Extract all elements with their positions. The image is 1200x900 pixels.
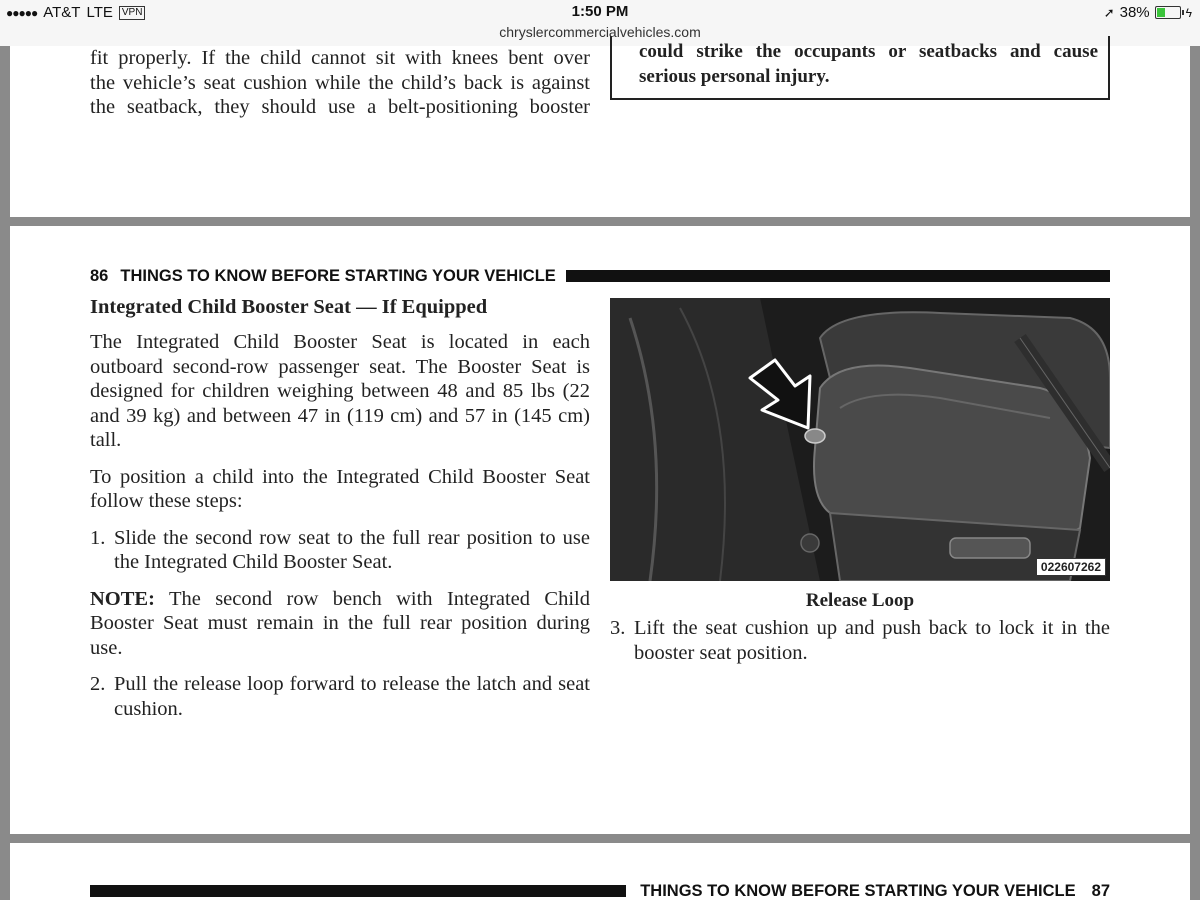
page-number: 87	[1091, 881, 1110, 900]
carrier-name: AT&T	[43, 4, 81, 21]
chapter-title: THINGS TO KNOW BEFORE STARTING YOUR VEHICLE	[640, 881, 1076, 900]
step-number: 1.	[90, 526, 106, 549]
warning-line: serious personal injury.	[639, 65, 830, 87]
step-text: Pull the release loop forward to release the latch and seat cushion.	[114, 673, 590, 720]
section-heading: Integrated Child Booster Seat — If Equipped	[90, 296, 488, 318]
status-right	[1104, 4, 1192, 21]
battery-percent: 38%	[1119, 4, 1150, 21]
page-header	[90, 883, 1110, 899]
clock: 1:50 PM	[571, 3, 629, 20]
paragraph-line: the vehicle’s seat cushion while the child’s back is against	[90, 71, 590, 94]
paragraph-line: fit properly. If the child cannot sit with knees bent over	[90, 47, 590, 69]
header-rule	[566, 270, 1110, 282]
url-bar[interactable]: chryslercommercialvehicles.com	[499, 24, 701, 40]
network-type: LTE	[86, 4, 113, 21]
left-column	[90, 330, 590, 733]
page-86	[10, 226, 1190, 834]
battery-icon	[1155, 6, 1181, 19]
figure-code-label: 022607262	[1036, 558, 1106, 576]
continued-paragraph	[90, 46, 590, 120]
intro-paragraph: The Integrated Child Booster Seat is located in each outboard second-row passenger seat. The Booster Seat is designed for children weighing between 48 and 85 lbs (22 and 39 kg) and between 47 in (119 cm) and 57 in (145 cm) tall.	[90, 331, 590, 451]
chapter-title: THINGS TO KNOW BEFORE STARTING YOUR VEHICLE	[120, 266, 556, 285]
page-85-fragment	[10, 41, 1190, 217]
step-1	[90, 526, 590, 575]
warning-box	[610, 36, 1110, 100]
step-number: 2.	[90, 673, 106, 695]
location-arrow-icon: ➚	[1103, 4, 1115, 20]
release-loop-illustration	[610, 298, 1110, 581]
step-2	[90, 672, 590, 721]
charging-bolt-icon: ϟ	[1185, 5, 1192, 20]
page-87-fragment	[10, 843, 1190, 900]
vpn-badge: VPN	[119, 6, 146, 20]
steps-intro: To position a child into the Integrated Child Booster Seat follow these steps:	[90, 465, 590, 512]
figure-caption: Release Loop	[805, 590, 915, 611]
warning-line: could strike the occupants or seatbacks and cause	[639, 41, 1098, 62]
step-text: Slide the second row seat to the full rear position to use the Integrated Child Booster Seat.	[114, 526, 590, 573]
note-paragraph	[90, 587, 590, 661]
signal-strength-icon: ●●●●●	[6, 5, 38, 20]
note-label: NOTE:	[90, 587, 155, 610]
seat-illustration-svg	[610, 298, 1110, 581]
note-text: The second row bench with Integrated Child Booster Seat must remain in the full rear position during use.	[90, 587, 590, 659]
page-header	[90, 266, 1110, 286]
step-number: 3.	[610, 617, 626, 639]
paragraph-line: the seatback, they should use a belt-positioning booster	[90, 96, 590, 118]
battery-fill	[1157, 8, 1165, 17]
page-number: 86	[90, 266, 109, 285]
step-3	[610, 616, 1110, 677]
step-text: Lift the seat cushion up and push back to lock it in the booster seat position.	[634, 617, 1110, 664]
header-rule	[90, 885, 626, 897]
